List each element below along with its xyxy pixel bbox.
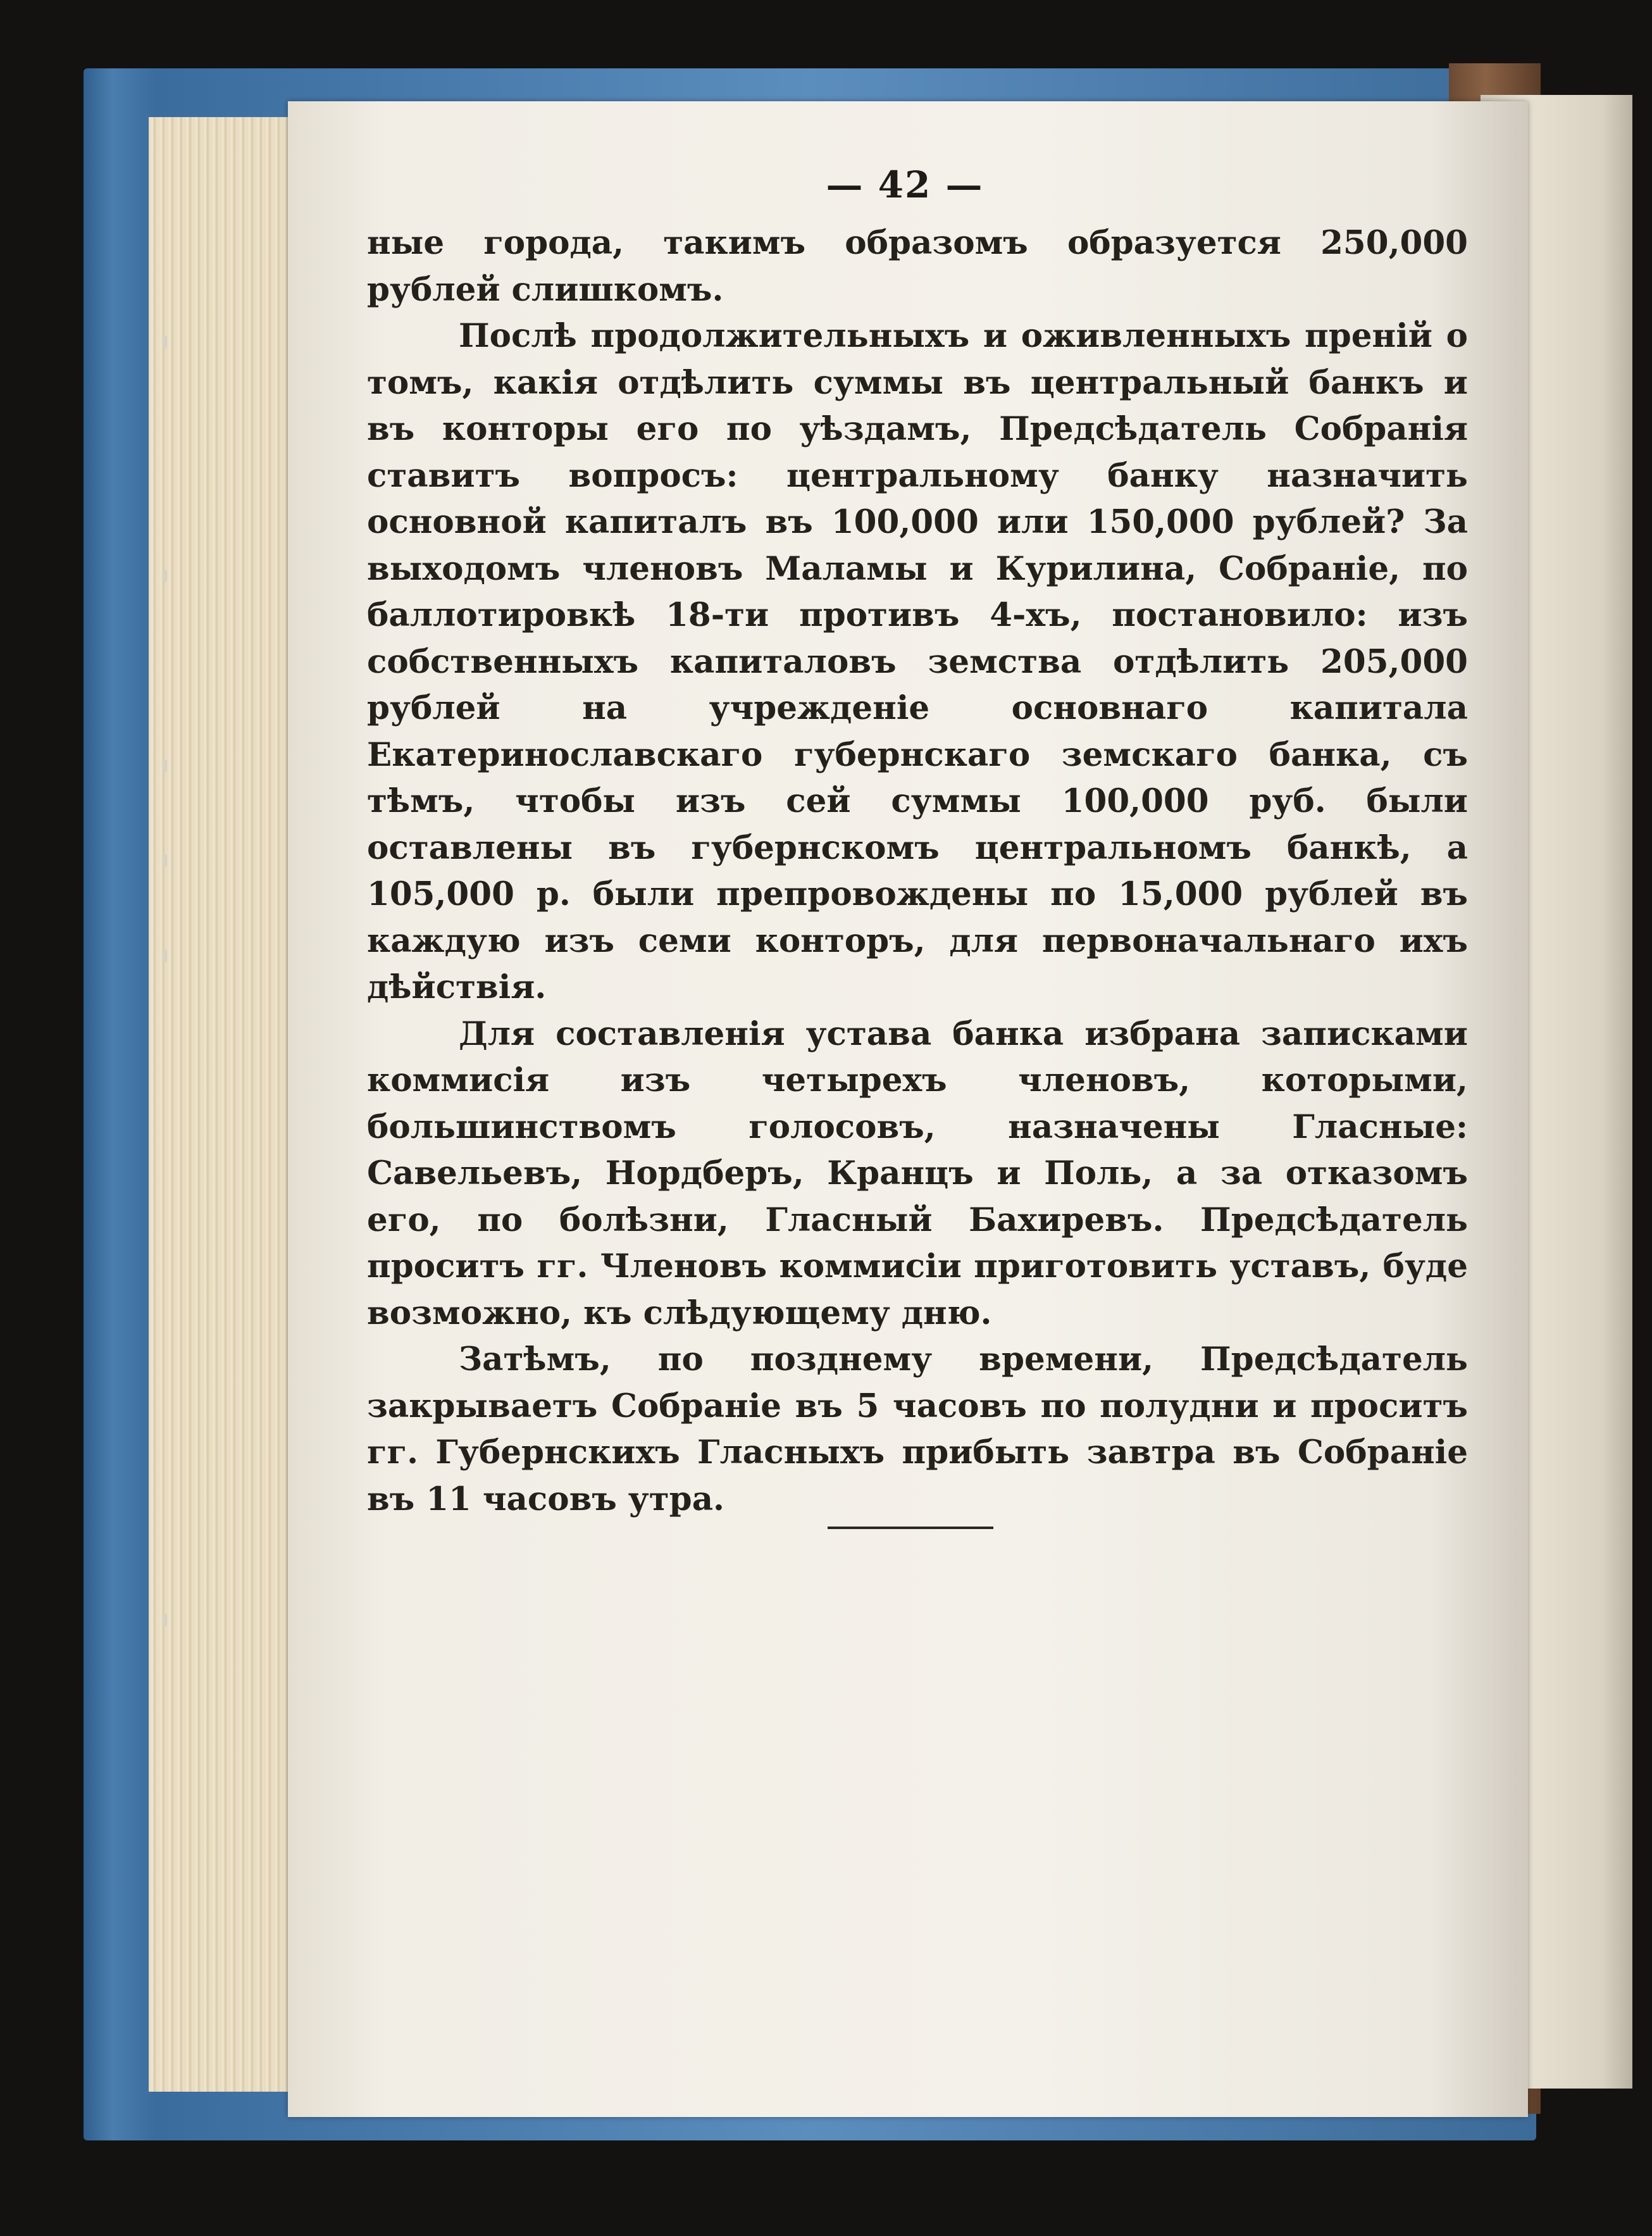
- paragraph: Затѣмъ, по позднему времени, Предсѣдатель закрываетъ Собраніе въ 5 часовъ по полудни и проситъ гг. Губернскихъ Гласныхъ прибыть завтра въ Собраніе въ 11 часовъ утра.: [367, 1340, 1468, 1518]
- page-stack-edge: [149, 117, 301, 2092]
- paragraph: Для составленія устава банка избрана записками коммисія изъ четырехъ членовъ, которыми, большинствомъ голосовъ, назначены Гласные: Савельевъ, Нордберъ, Кранцъ и Поль, а за отказомъ его, по болѣзни, Гласный Бахиревъ. Предсѣдатель проситъ гг. Членовъ коммисіи приготовить уставъ, буде возможно, къ слѣдующему дню.: [367, 1015, 1468, 1332]
- binding-mark: [163, 949, 167, 962]
- binding-mark: [163, 854, 167, 867]
- binding-mark: [163, 1614, 167, 1627]
- paragraph: Послѣ продолжительныхъ и оживленныхъ преній о томъ, какія отдѣлить суммы въ центральный банкъ и въ конторы его по уѣздамъ, Предсѣдатель Собранія ставитъ вопросъ: центральному банку назначить основной капиталъ въ 100,000 или 150,000 рублей? За выходомъ членовъ Маламы и Курилина, Собраніе, по баллотировкѣ 18-ти противъ 4-хъ, постановило: изъ собственныхъ капиталовъ земства отдѣлить 205,000 рублей на учрежденіе основнаго капитала Екатеринославскаго губернскаго земскаго банка, съ тѣмъ, чтобы изъ сей суммы 100,000 руб. были оставлены въ губернскомъ центральномъ банкѣ, а 105,000 р. были препровождены по 15,000 рублей въ каждую изъ семи конторъ, для первоначальнаго ихъ дѣйствія.: [367, 317, 1468, 1006]
- binding-mark: [163, 570, 167, 582]
- binding-mark: [163, 759, 167, 772]
- paragraph: ные города, такимъ образомъ образуется 250,000 рублей слишкомъ.: [367, 224, 1468, 309]
- end-rule: [828, 1527, 993, 1529]
- binding-mark: [163, 335, 167, 348]
- page-number: — 42 —: [826, 163, 984, 206]
- page-text: [367, 163, 1468, 1523]
